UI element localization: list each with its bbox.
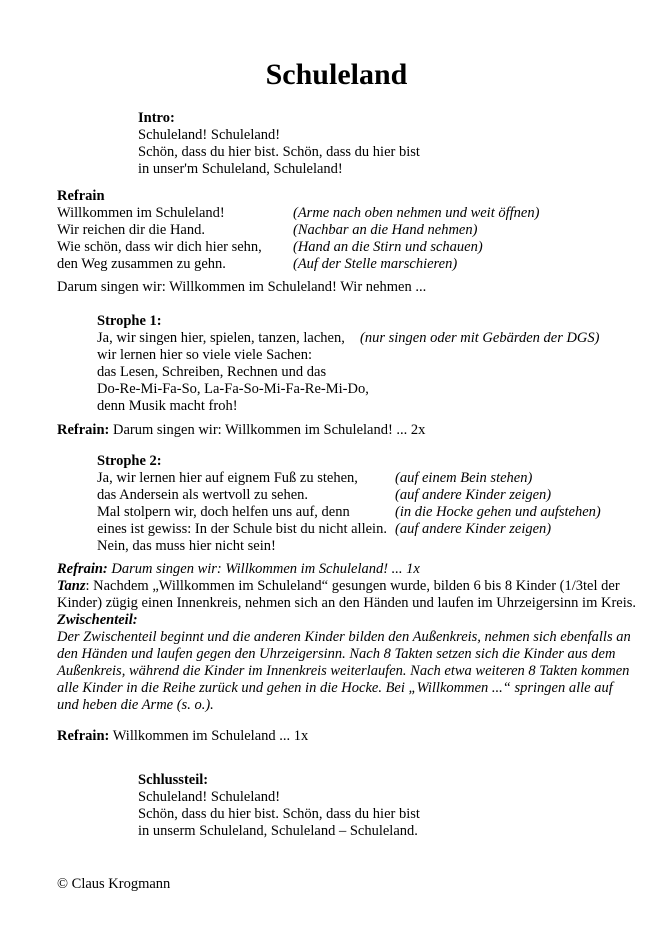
action-note: (Arme nach oben nehmen und weit öffnen) <box>293 205 540 221</box>
action-note: (Hand an die Stirn und schauen) <box>293 239 483 255</box>
tanz-line-1 <box>57 578 620 595</box>
lyric-line: denn Musik macht froh! <box>97 398 238 414</box>
section-strophe-1 <box>97 313 616 415</box>
zwischenteil-line: alle Kinder in die Reihe zurück und gehen in die Hocke. Bei „Willkommen ...“ springen alle auf <box>57 680 613 696</box>
section-intro <box>138 110 616 178</box>
refrain-final-text: Willkommen im Schuleland ... 1x <box>109 728 309 744</box>
refrain-label: Refrain: <box>57 422 110 438</box>
refrain-label: Refrain: <box>57 561 108 577</box>
lyric-line: den Weg zusammen zu gehn. <box>57 256 226 272</box>
refrain-heading: Refrain <box>57 188 105 204</box>
lyric-line: Schön, dass du hier bist. Schön, dass du hier bist <box>138 806 420 822</box>
refrain-reprise-text: Darum singen wir: Willkommen im Schuleland! ... 1x <box>107 561 420 577</box>
lyric-line: Nein, das muss hier nicht sein! <box>97 538 276 554</box>
tanz-line-2: Kinder) zügig einen Innenkreis, nehmen sich an den Händen und laufen im Uhrzeigersinn im Kreis. <box>57 595 637 611</box>
schlussteil-heading: Schlussteil: <box>138 772 209 788</box>
refrain-reprise-2x <box>57 422 616 439</box>
section-schlussteil <box>138 772 616 840</box>
refrain-label: Refrain: <box>57 728 110 744</box>
section-dance-instructions <box>57 561 637 714</box>
lyric-line: Willkommen im Schuleland! <box>57 205 225 221</box>
lyric-row <box>57 205 616 222</box>
tanz-label: Tanz <box>57 578 86 594</box>
zwischenteil-line: Der Zwischenteil beginnt und die anderen Kinder bilden den Außenkreis, nehmen sich ebenfalls an <box>57 629 631 645</box>
lyric-line: Schuleland! Schuleland! <box>138 789 281 805</box>
section-refrain <box>57 188 616 273</box>
action-note: (auf einem Bein stehen) <box>395 470 533 486</box>
lyric-line: wir lernen hier so viele viele Sachen: <box>97 347 313 363</box>
strophe-2-heading: Strophe 2: <box>97 453 162 469</box>
refrain-reprise-1x <box>57 561 616 578</box>
lyric-line: Wir reichen dir die Hand. <box>57 222 205 238</box>
lyric-row <box>57 239 616 256</box>
zwischenteil-line: den Händen und laufen gegen den Uhrzeigersinn. Nach 8 Takten setzen sich die Kinder aus dem <box>57 646 616 662</box>
lyric-line: das Lesen, Schreiben, Rechnen und das <box>97 364 327 380</box>
lyric-line: Do-Re-Mi-Fa-So, La-Fa-So-Mi-Fa-Re-Mi-Do, <box>97 381 369 397</box>
lyric-line: das Andersein als wertvoll zu sehen. <box>97 487 309 503</box>
section-strophe-2 <box>97 453 616 555</box>
refrain-reprise-text: Darum singen wir: Willkommen im Schuleland! ... 2x <box>109 422 426 438</box>
action-note: (Auf der Stelle marschieren) <box>293 256 458 272</box>
refrain-outro-line: Darum singen wir: Willkommen im Schuleland! Wir nehmen ... <box>57 279 427 295</box>
lyric-line: Schuleland! Schuleland! <box>138 127 281 143</box>
lyric-row <box>57 222 616 239</box>
action-note: (Nachbar an die Hand nehmen) <box>293 222 478 238</box>
lyric-row <box>97 521 616 538</box>
zwischenteil-heading: Zwischenteil: <box>57 612 138 628</box>
lyric-line: Ja, wir lernen hier auf eignem Fuß zu stehen, <box>97 470 358 486</box>
lyric-row <box>57 256 616 273</box>
zwischenteil-line: und heben die Arme (s. o.). <box>57 697 214 713</box>
action-note: (nur singen oder mit Gebärden der DGS) <box>360 330 600 346</box>
lyric-line: in unser'm Schuleland, Schuleland! <box>138 161 343 177</box>
zwischenteil-line: Außenkreis, während die Kinder im Innenkreis weiterlaufen. Nach etwa weiteren 8 Takten kommen <box>57 663 630 679</box>
lyric-line: in unserm Schuleland, Schuleland – Schuleland. <box>138 823 418 839</box>
strophe-1-heading: Strophe 1: <box>97 313 162 329</box>
lyric-line: Ja, wir singen hier, spielen, tanzen, lachen, <box>97 330 345 346</box>
tanz-text: : Nachdem „Willkommen im Schuleland“ gesungen wurde, bilden 6 bis 8 Kinder (1/3tel der <box>85 578 620 594</box>
page-title: Schuleland <box>265 58 408 91</box>
lyric-line: Wie schön, dass wir dich hier sehn, <box>57 239 262 255</box>
lyric-row <box>97 487 616 504</box>
lyric-row <box>97 330 616 347</box>
action-note: (in die Hocke gehen und aufstehen) <box>395 504 601 520</box>
copyright-notice: © Claus Krogmann <box>57 876 171 892</box>
lyric-line: Schön, dass du hier bist. Schön, dass du hier bist <box>138 144 420 160</box>
refrain-final <box>57 728 616 745</box>
lyric-row <box>97 504 616 521</box>
lyric-row <box>97 470 616 487</box>
lyric-line: eines ist gewiss: In der Schule bist du nicht allein. <box>97 521 387 537</box>
intro-heading: Intro: <box>138 110 175 126</box>
lyric-line: Mal stolpern wir, doch helfen uns auf, denn <box>97 504 350 520</box>
action-note: (auf andere Kinder zeigen) <box>395 487 552 503</box>
action-note: (auf andere Kinder zeigen) <box>395 521 552 537</box>
